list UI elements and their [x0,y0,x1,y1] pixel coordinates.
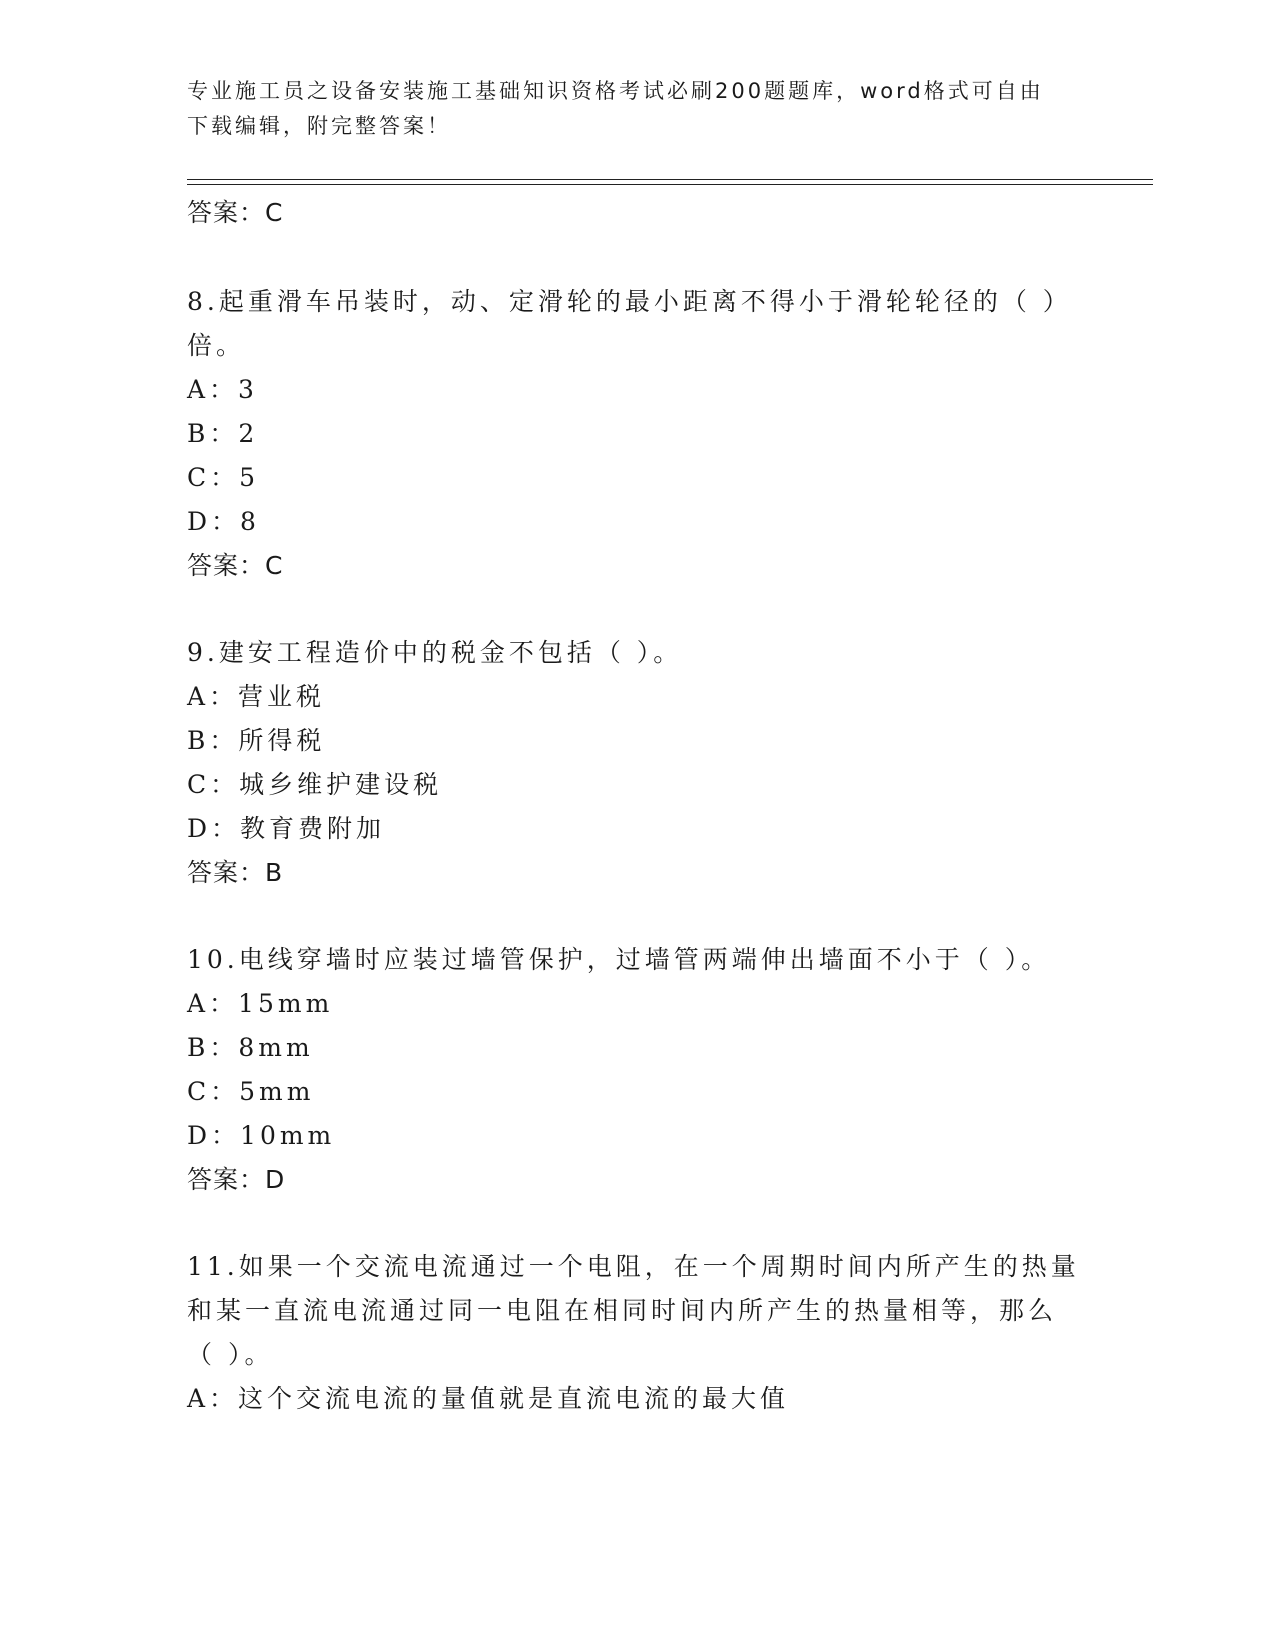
header-divider-top [187,179,1153,180]
question-11-stem-line-1: 11.如果一个交流电流通过一个电阻，在一个周期时间内所产生的热量 [187,1252,1080,1281]
question-8-answer: 答案：C [187,551,284,580]
previous-answer: 答案：C [187,198,284,227]
question-11-option-a: A：这个交流电流的量值就是直流电流的最大值 [187,1384,790,1413]
header-line-2: 下载编辑，附完整答案！ [187,114,451,138]
question-10-option-a: A：15mm [187,989,334,1018]
question-9-option-d: D：教育费附加 [187,814,386,843]
question-10-answer: 答案：D [187,1165,286,1194]
question-11-stem-line-3: （ ）。 [187,1340,274,1369]
question-8-stem-line-2: 倍。 [187,331,246,360]
question-9-option-a: A：营业税 [187,682,326,711]
question-11-stem-line-2: 和某一直流电流通过同一电阻在相同时间内所产生的热量相等，那么 [187,1296,1058,1325]
question-9-stem-line-1: 9.建安工程造价中的税金不包括（ ）。 [187,638,683,667]
question-9-option-b: B：所得税 [187,726,326,755]
question-10-stem-line-1: 10.电线穿墙时应装过墙管保护，过墙管两端伸出墙面不小于（ ）。 [187,945,1051,974]
header-line-1: 专业施工员之设备安装施工基础知识资格考试必刷200题题库，word格式可自由 [187,79,1044,103]
question-8-option-c: C：5 [187,463,260,492]
question-10-option-b: B：8mm [187,1033,314,1062]
question-8-stem-line-1: 8.起重滑车吊装时，动、定滑轮的最小距离不得小于滑轮轮径的（ ） [187,287,1072,316]
question-10-option-d: D：10mm [187,1121,336,1150]
header-divider-bottom [187,184,1153,185]
question-8-option-d: D：8 [187,507,260,536]
question-10-option-c: C：5mm [187,1077,315,1106]
question-8-option-a: A：3 [187,375,258,404]
document-header [187,74,1067,144]
question-9-answer: 答案：B [187,858,284,887]
question-9-option-c: C：城乡维护建设税 [187,770,443,799]
question-8-option-b: B：2 [187,419,259,448]
